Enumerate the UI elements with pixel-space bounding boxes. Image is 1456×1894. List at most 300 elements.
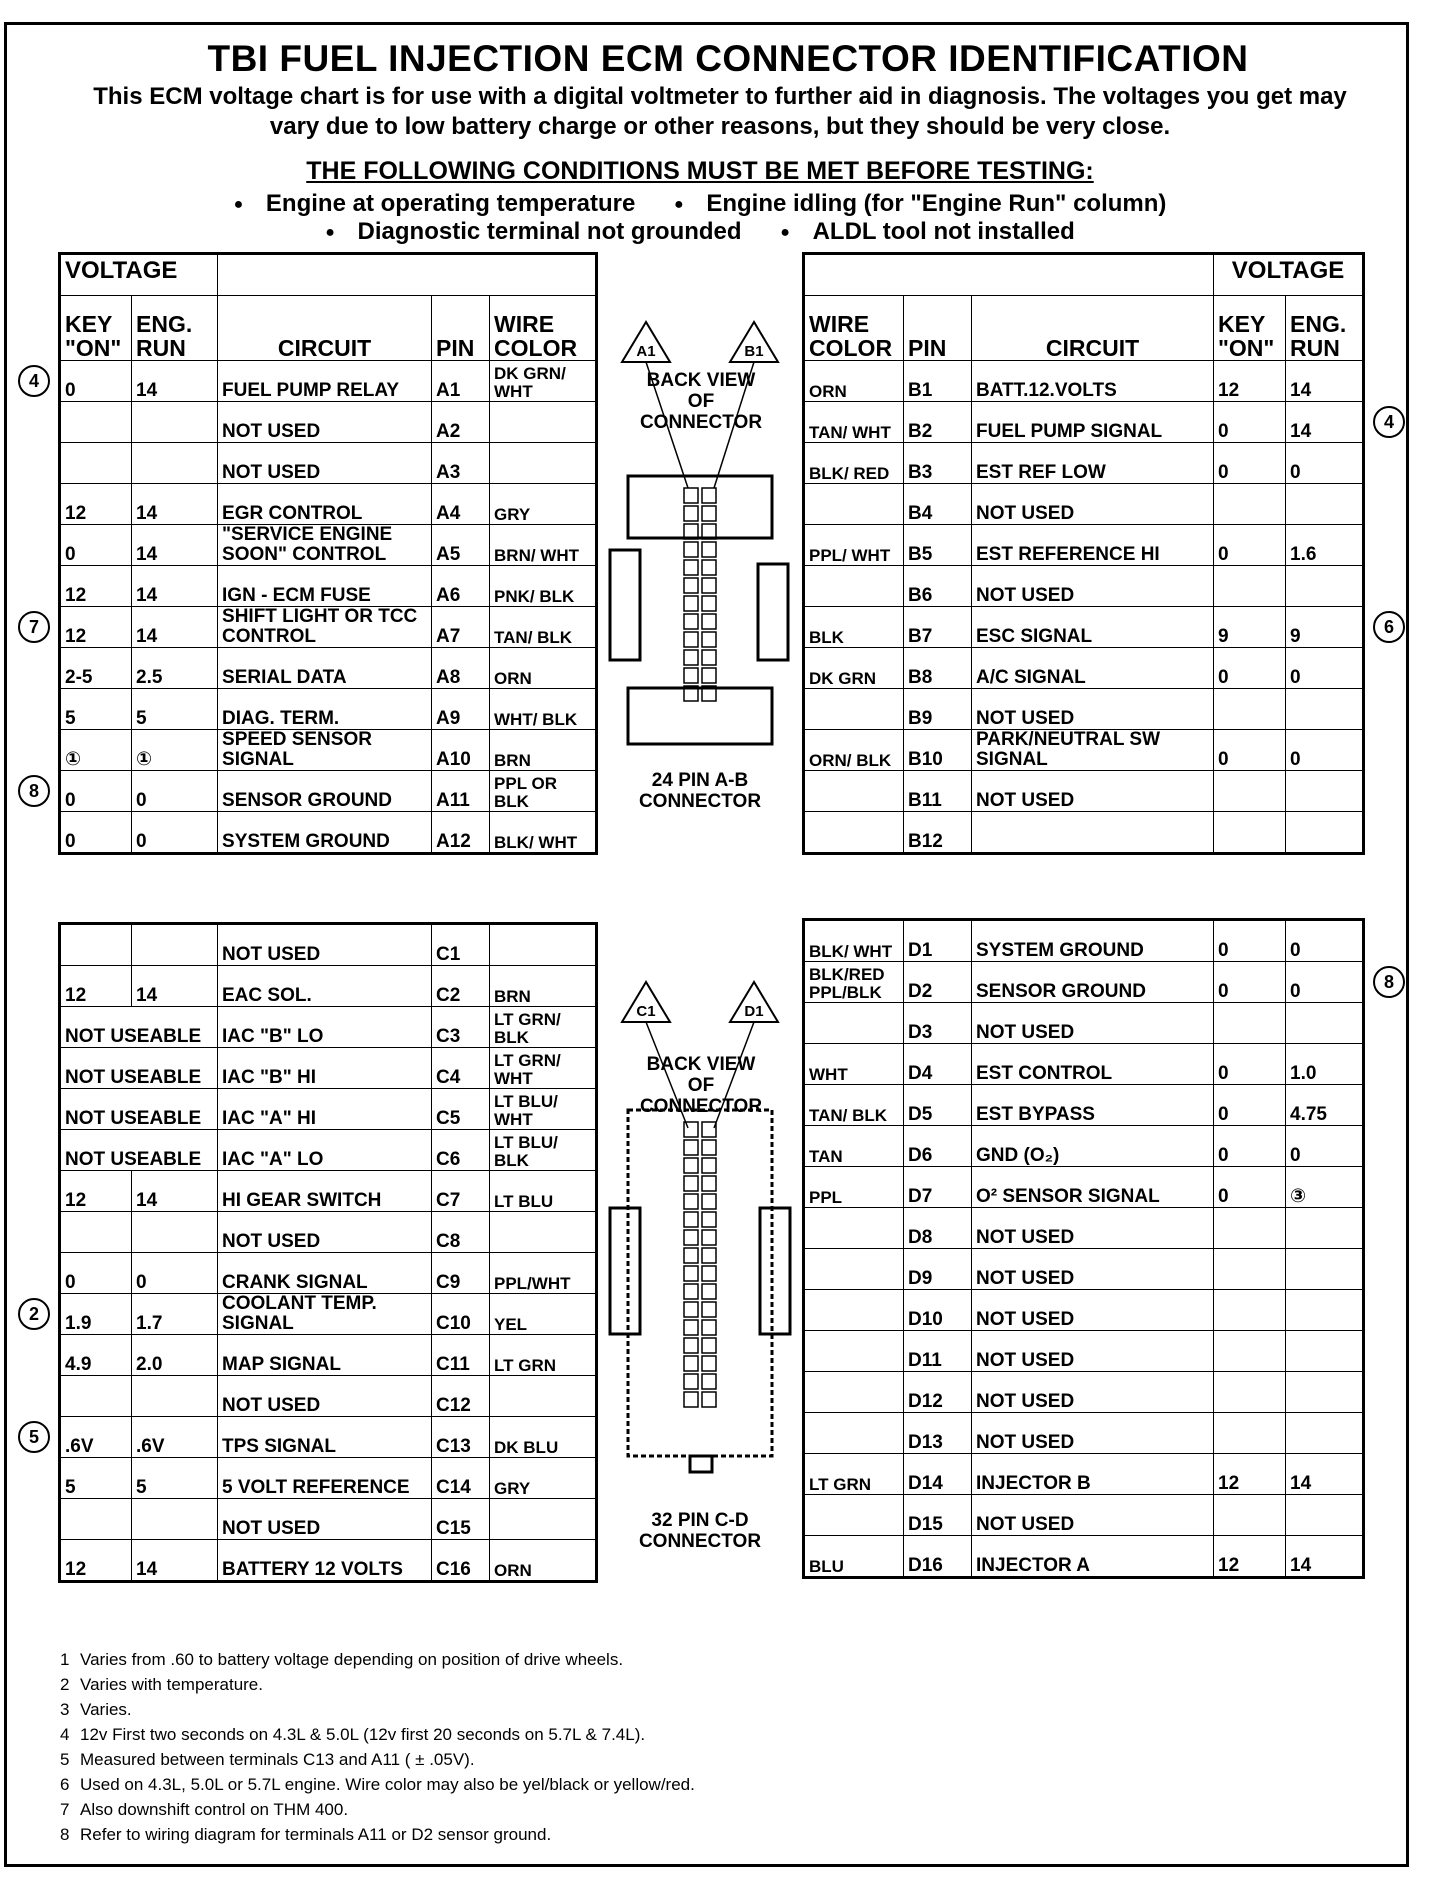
connector-pin <box>702 1338 716 1353</box>
wire-color: ORN/ BLK <box>804 730 904 771</box>
pin-id: C7 <box>432 1171 490 1212</box>
wire-color: DK GRN <box>804 648 904 689</box>
pin-id: D15 <box>904 1495 972 1536</box>
footnote <box>60 1672 1060 1697</box>
eng-run-voltage: 14 <box>132 484 218 525</box>
footnote-number: 4 <box>60 1725 70 1744</box>
page-title: TBI FUEL INJECTION ECM CONNECTOR IDENTIFICATION <box>207 38 1249 79</box>
pin-id: C14 <box>432 1458 490 1499</box>
note-badge: 2 <box>18 1298 50 1330</box>
circuit-name: DIAG. TERM. <box>218 689 432 730</box>
condition-item <box>772 218 1083 245</box>
eng-run-voltage: 14 <box>132 1171 218 1212</box>
table-row <box>60 484 597 525</box>
key-on-voltage: 1.9 <box>60 1294 132 1335</box>
pin-id: A5 <box>432 525 490 566</box>
pin-id: B6 <box>904 566 972 607</box>
connector-ab-pins <box>684 488 716 701</box>
eng-run-voltage: .6V <box>132 1417 218 1458</box>
eng-run-voltage: 0 <box>1286 730 1364 771</box>
eng-run-voltage <box>1286 689 1364 730</box>
key-on-voltage <box>1214 1331 1286 1372</box>
wire-color: ORN <box>490 1540 597 1582</box>
circuit-name: NOT USED <box>972 1003 1214 1044</box>
circuit-name: COOLANT TEMP. SIGNAL <box>218 1294 432 1335</box>
wire-color <box>804 1331 904 1372</box>
pin-id: C16 <box>432 1540 490 1582</box>
circuit-name: NOT USED <box>218 402 432 443</box>
bullet-icon: ● <box>233 195 244 213</box>
circuit-name: HI GEAR SWITCH <box>218 1171 432 1212</box>
eng-run-voltage <box>1286 1290 1364 1331</box>
eng-run-voltage <box>1286 1331 1364 1372</box>
eng-run-voltage: 0 <box>132 771 218 812</box>
key-on-voltage: 0 <box>1214 1044 1286 1085</box>
circuit-name: EST BYPASS <box>972 1085 1214 1126</box>
connector-pin <box>684 650 698 665</box>
eng-run-voltage: 0 <box>1286 443 1364 484</box>
eng-run-voltage: 14 <box>1286 1536 1364 1578</box>
note-badge: 5 <box>18 1421 50 1453</box>
connector-pin <box>702 1230 716 1245</box>
wire-color: BRN <box>490 966 597 1007</box>
key-on-voltage: 12 <box>60 966 132 1007</box>
eng-run-voltage: ① <box>132 730 218 771</box>
table-row <box>60 1458 597 1499</box>
table-row <box>804 1454 1364 1495</box>
connector-pin <box>702 1122 716 1137</box>
note-badge: 8 <box>18 775 50 807</box>
footnote <box>60 1722 1060 1747</box>
circuit-name: "SERVICE ENGINE SOON" CONTROL <box>218 525 432 566</box>
connector-pin <box>684 1338 698 1353</box>
pin-id: C12 <box>432 1376 490 1417</box>
connector-cd-diagram <box>600 978 800 1478</box>
key-on-voltage: 12 <box>1214 1454 1286 1495</box>
table-row <box>804 1290 1364 1331</box>
footnote <box>60 1747 1060 1772</box>
pin-id: B2 <box>904 402 972 443</box>
connector-pin <box>684 1194 698 1209</box>
table-row <box>804 771 1364 812</box>
connector-pin <box>684 1374 698 1389</box>
wire-color <box>804 1495 904 1536</box>
pin-id: A9 <box>432 689 490 730</box>
pin-id: C3 <box>432 1007 490 1048</box>
pin-id: B4 <box>904 484 972 525</box>
connector-pin <box>702 1356 716 1371</box>
footnote-text: Used on 4.3L, 5.0L or 5.7L engine. Wire color may also be yel/black or yellow/red. <box>80 1775 695 1794</box>
wire-color: TAN <box>804 1126 904 1167</box>
circuit-name: EAC SOL. <box>218 966 432 1007</box>
eng-run-voltage <box>132 402 218 443</box>
circuit-name: IAC "B" HI <box>218 1048 432 1089</box>
circuit-name: IAC "B" LO <box>218 1007 432 1048</box>
circuit-name: IAC "A" HI <box>218 1089 432 1130</box>
eng-run-voltage: ③ <box>1286 1167 1364 1208</box>
connector-pin <box>684 614 698 629</box>
key-on-voltage <box>60 443 132 484</box>
pin-id: D7 <box>904 1167 972 1208</box>
key-on-voltage: 12 <box>60 1540 132 1582</box>
footnote-number: 2 <box>60 1675 70 1694</box>
connector-cd-tag-left: C1 <box>636 1003 656 1020</box>
connector-pin <box>702 1212 716 1227</box>
eng-run-voltage <box>1286 1372 1364 1413</box>
key-on-voltage: 0 <box>60 771 132 812</box>
eng-run-voltage: 0 <box>1286 1126 1364 1167</box>
circuit-name: NOT USED <box>972 566 1214 607</box>
pin-id: B3 <box>904 443 972 484</box>
table-row <box>804 689 1364 730</box>
pin-id: A12 <box>432 812 490 854</box>
wire-color-header: WIRE COLOR <box>490 296 597 361</box>
pin-id: D12 <box>904 1372 972 1413</box>
table-connector-c <box>58 922 598 1583</box>
key-on-voltage <box>1214 689 1286 730</box>
wire-color <box>804 1208 904 1249</box>
footnote-number: 8 <box>60 1825 70 1844</box>
note-badge: 4 <box>18 365 50 397</box>
footnote <box>60 1822 1060 1847</box>
key-on-voltage: NOT USEABLE <box>60 1048 218 1089</box>
pin-id: A4 <box>432 484 490 525</box>
connector-pin <box>702 1284 716 1299</box>
pin-id: C2 <box>432 966 490 1007</box>
table-row <box>804 1413 1364 1454</box>
pin-id: D16 <box>904 1536 972 1578</box>
wire-color-header: WIRE COLOR <box>804 296 904 361</box>
circuit-name: NOT USED <box>972 1331 1214 1372</box>
key-on-voltage <box>1214 1208 1286 1249</box>
connector-cd-label: 32 PIN C-D CONNECTOR <box>638 1510 762 1552</box>
circuit-name: NOT USED <box>218 924 432 966</box>
pin-id: A1 <box>432 361 490 402</box>
table-row <box>804 443 1364 484</box>
eng-run-header: ENG. RUN <box>132 296 218 361</box>
wire-color <box>804 1413 904 1454</box>
table-row <box>60 1417 597 1458</box>
pin-id: A11 <box>432 771 490 812</box>
wire-color: YEL <box>490 1294 597 1335</box>
footnote-text: Also downshift control on THM 400. <box>80 1800 349 1819</box>
eng-run-voltage <box>1286 1249 1364 1290</box>
circuit-name: SYSTEM GROUND <box>218 812 432 854</box>
key-on-voltage: 2-5 <box>60 648 132 689</box>
key-on-voltage <box>60 1376 132 1417</box>
footnote <box>60 1797 1060 1822</box>
key-on-voltage <box>1214 1495 1286 1536</box>
connector-pin <box>684 1284 698 1299</box>
footnote-number: 7 <box>60 1800 70 1819</box>
voltage-heading: VOLTAGE <box>60 254 218 296</box>
footnote-text: Measured between terminals C13 and A11 ( ± .05V). <box>80 1750 475 1769</box>
eng-run-header: ENG. RUN <box>1286 296 1364 361</box>
pin-id: A10 <box>432 730 490 771</box>
wire-color <box>490 924 597 966</box>
pin-id: C6 <box>432 1130 490 1171</box>
key-on-voltage: 0 <box>1214 962 1286 1003</box>
wire-color: WHT/ BLK <box>490 689 597 730</box>
key-on-voltage <box>1214 1413 1286 1454</box>
note-badge: 6 <box>1373 611 1405 643</box>
connector-pin <box>684 1248 698 1263</box>
table-row <box>60 812 597 854</box>
eng-run-voltage <box>1286 771 1364 812</box>
table-row <box>60 689 597 730</box>
circuit-name: EST REF LOW <box>972 443 1214 484</box>
eng-run-voltage <box>132 1376 218 1417</box>
connector-pin <box>702 1392 716 1407</box>
wire-color: BLK/ WHT <box>490 812 597 854</box>
pin-id: D11 <box>904 1331 972 1372</box>
connector-ab-label: 24 PIN A-B CONNECTOR <box>638 770 762 812</box>
eng-run-voltage <box>1286 566 1364 607</box>
circuit-name: BATT.12.VOLTS <box>972 361 1214 402</box>
wire-color <box>804 1372 904 1413</box>
connector-cd-back-view: BACK VIEW OF CONNECTOR <box>639 1054 763 1117</box>
circuit-name: NOT USED <box>972 1495 1214 1536</box>
key-on-voltage: 0 <box>1214 1085 1286 1126</box>
key-on-voltage: 0 <box>1214 525 1286 566</box>
pin-id: C5 <box>432 1089 490 1130</box>
table-row <box>60 1048 597 1089</box>
eng-run-voltage: 2.0 <box>132 1335 218 1376</box>
circuit-name: CRANK SIGNAL <box>218 1253 432 1294</box>
eng-run-voltage <box>132 924 218 966</box>
circuit-name: NOT USED <box>218 443 432 484</box>
eng-run-voltage: 14 <box>132 361 218 402</box>
eng-run-voltage <box>1286 812 1364 854</box>
eng-run-voltage: 1.6 <box>1286 525 1364 566</box>
table-row <box>60 1499 597 1540</box>
connector-pin <box>684 506 698 521</box>
connector-cd-pins <box>684 1122 716 1407</box>
wire-color: TAN/ BLK <box>804 1085 904 1126</box>
condition-item <box>317 218 749 245</box>
key-on-voltage: 0 <box>1214 648 1286 689</box>
condition-text: Engine at operating temperature <box>265 190 636 217</box>
connector-pin <box>702 1266 716 1281</box>
table-row <box>60 1540 597 1582</box>
pin-id: C15 <box>432 1499 490 1540</box>
circuit-name: NOT USED <box>972 1290 1214 1331</box>
wire-color <box>804 566 904 607</box>
intro-text: This ECM voltage chart is for use with a digital voltmeter to further aid in diagnosis. The voltages you get may vary due to low battery charge or other reasons, but they should be very close. <box>93 83 1347 140</box>
key-on-voltage: 4.9 <box>60 1335 132 1376</box>
connector-pin <box>684 1302 698 1317</box>
table-row <box>804 1249 1364 1290</box>
circuit-name: ESC SIGNAL <box>972 607 1214 648</box>
pin-id: D2 <box>904 962 972 1003</box>
key-on-voltage: 0 <box>60 812 132 854</box>
pin-id: B9 <box>904 689 972 730</box>
note-badge: 4 <box>1373 406 1405 438</box>
pin-id: D10 <box>904 1290 972 1331</box>
header-spacer <box>804 254 1214 296</box>
connector-pin <box>702 632 716 647</box>
connector-pin <box>702 1140 716 1155</box>
wire-color <box>490 1212 597 1253</box>
key-on-voltage: NOT USEABLE <box>60 1089 218 1130</box>
connector-pin <box>684 1212 698 1227</box>
table-row <box>60 1130 597 1171</box>
connector-pin <box>702 1158 716 1173</box>
eng-run-voltage <box>1286 1003 1364 1044</box>
wire-color: PNK/ BLK <box>490 566 597 607</box>
eng-run-voltage <box>1286 484 1364 525</box>
key-on-voltage: ① <box>60 730 132 771</box>
pin-id: C10 <box>432 1294 490 1335</box>
key-on-voltage <box>1214 771 1286 812</box>
connector-ab-top-block <box>628 476 772 538</box>
key-on-voltage: 12 <box>1214 1536 1286 1578</box>
pin-id: C13 <box>432 1417 490 1458</box>
table-row <box>60 1335 597 1376</box>
eng-run-voltage: 14 <box>1286 402 1364 443</box>
connector-pin <box>702 542 716 557</box>
table-row <box>60 648 597 689</box>
pin-id: C11 <box>432 1335 490 1376</box>
table-row <box>60 1171 597 1212</box>
circuit-name: A/C SIGNAL <box>972 648 1214 689</box>
connector-pin <box>684 596 698 611</box>
circuit-name: NOT USED <box>972 1208 1214 1249</box>
eng-run-voltage <box>132 1212 218 1253</box>
table-row <box>60 730 597 771</box>
pin-id: B12 <box>904 812 972 854</box>
circuit-name: O² SENSOR SIGNAL <box>972 1167 1214 1208</box>
key-on-voltage: .6V <box>60 1417 132 1458</box>
table-row <box>804 1536 1364 1578</box>
table-row <box>804 402 1364 443</box>
pin-id: C8 <box>432 1212 490 1253</box>
eng-run-voltage: 0 <box>1286 962 1364 1003</box>
note-badge: 7 <box>18 611 50 643</box>
footnote-text: Varies with temperature. <box>80 1675 263 1694</box>
wire-color <box>804 689 904 730</box>
key-on-voltage: 12 <box>1214 361 1286 402</box>
wire-color: GRY <box>490 1458 597 1499</box>
pin-id: D4 <box>904 1044 972 1085</box>
connector-pin <box>702 650 716 665</box>
pin-header: PIN <box>904 296 972 361</box>
circuit-name: FUEL PUMP SIGNAL <box>972 402 1214 443</box>
key-on-voltage <box>60 1499 132 1540</box>
key-on-voltage: 0 <box>1214 443 1286 484</box>
voltage-heading: VOLTAGE <box>1214 254 1364 296</box>
pin-id: A3 <box>432 443 490 484</box>
connector-pin <box>702 1248 716 1263</box>
wire-color: BLK <box>804 607 904 648</box>
pin-id: B1 <box>904 361 972 402</box>
circuit-name: EGR CONTROL <box>218 484 432 525</box>
connector-pin <box>684 1392 698 1407</box>
wire-color <box>804 484 904 525</box>
wire-color: BRN/ WHT <box>490 525 597 566</box>
table-row <box>804 920 1364 962</box>
pin-id: A8 <box>432 648 490 689</box>
bullet-icon: ● <box>325 223 335 241</box>
circuit-name: EST CONTROL <box>972 1044 1214 1085</box>
table-row <box>804 1372 1364 1413</box>
connector-pin <box>702 1302 716 1317</box>
conditions-line-1 <box>0 190 1400 218</box>
pin-id: D8 <box>904 1208 972 1249</box>
connector-ab-left-tab <box>610 550 640 660</box>
footnote-number: 1 <box>60 1650 70 1669</box>
condition-item <box>226 190 644 217</box>
circuit-name: NOT USED <box>972 1372 1214 1413</box>
wire-color: DK BLU <box>490 1417 597 1458</box>
connector-pin <box>702 506 716 521</box>
key-on-voltage: 0 <box>60 1253 132 1294</box>
circuit-name: SPEED SENSOR SIGNAL <box>218 730 432 771</box>
circuit-name: NOT USED <box>972 689 1214 730</box>
key-on-voltage: 12 <box>60 1171 132 1212</box>
key-on-voltage <box>1214 812 1286 854</box>
eng-run-voltage: 4.75 <box>1286 1085 1364 1126</box>
key-on-voltage: 0 <box>60 525 132 566</box>
key-on-voltage <box>60 1212 132 1253</box>
eng-run-voltage: 0 <box>1286 648 1364 689</box>
eng-run-voltage: 14 <box>1286 361 1364 402</box>
eng-run-voltage: 5 <box>132 1458 218 1499</box>
wire-color: WHT <box>804 1044 904 1085</box>
wire-color: PPL OR BLK <box>490 771 597 812</box>
conditions-line-2 <box>0 218 1400 246</box>
pin-id: D13 <box>904 1413 972 1454</box>
key-on-voltage <box>1214 1290 1286 1331</box>
footnote-text: 12v First two seconds on 4.3L & 5.0L (12v first 20 seconds on 5.7L & 7.4L). <box>80 1725 646 1744</box>
wire-color: LT BLU/ WHT <box>490 1089 597 1130</box>
key-on-voltage: 12 <box>60 484 132 525</box>
key-on-voltage: 0 <box>1214 402 1286 443</box>
key-on-voltage: 12 <box>60 566 132 607</box>
pin-id: B10 <box>904 730 972 771</box>
wire-color <box>804 771 904 812</box>
connector-pin <box>684 1140 698 1155</box>
pin-id: A6 <box>432 566 490 607</box>
circuit-name: NOT USED <box>972 771 1214 812</box>
wire-color: TAN/ WHT <box>804 402 904 443</box>
wire-color: LT GRN <box>490 1335 597 1376</box>
wire-color <box>804 1249 904 1290</box>
bullet-icon: ● <box>780 223 790 241</box>
connector-pin <box>702 668 716 683</box>
eng-run-voltage <box>1286 1413 1364 1454</box>
key-on-voltage <box>60 924 132 966</box>
circuit-name: BATTERY 12 VOLTS <box>218 1540 432 1582</box>
pin-id: D1 <box>904 920 972 962</box>
circuit-name: GND (O₂) <box>972 1126 1214 1167</box>
connector-pin <box>684 578 698 593</box>
wire-color: LT GRN <box>804 1454 904 1495</box>
circuit-name: NOT USED <box>972 1413 1214 1454</box>
connector-pin <box>702 596 716 611</box>
eng-run-voltage <box>1286 1208 1364 1249</box>
footnote-number: 5 <box>60 1750 70 1769</box>
table-row <box>804 730 1364 771</box>
condition-item <box>666 190 1174 217</box>
table-row <box>60 1089 597 1130</box>
key-on-voltage <box>1214 1249 1286 1290</box>
table-row <box>60 607 597 648</box>
wire-color: BLK/RED PPL/BLK <box>804 962 904 1003</box>
table-row <box>804 361 1364 402</box>
pin-id: D14 <box>904 1454 972 1495</box>
footnote-text: Varies from .60 to battery voltage depending on position of drive wheels. <box>80 1650 624 1669</box>
